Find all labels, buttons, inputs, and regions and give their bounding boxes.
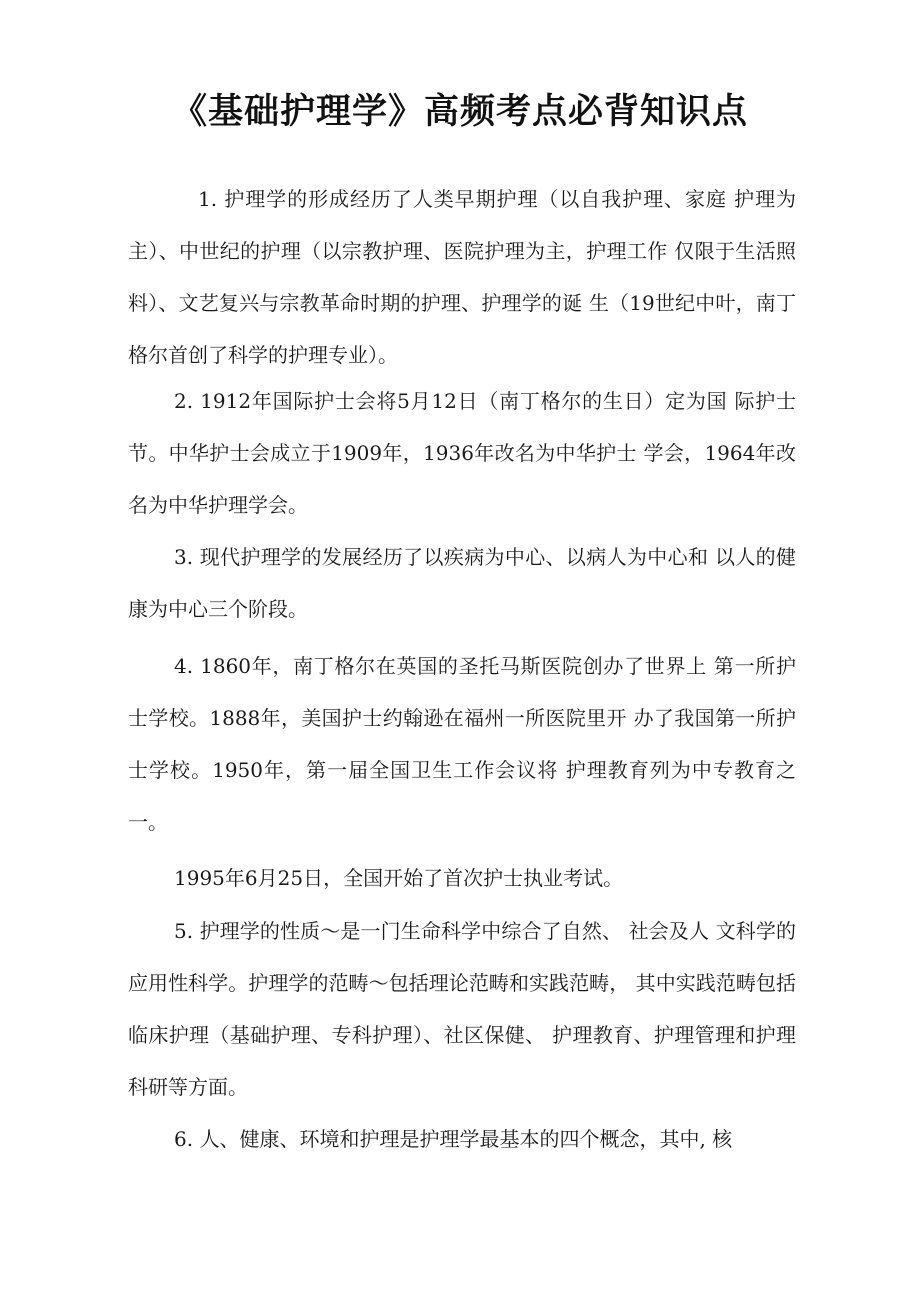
paragraph-4: 4. 1860年，南丁格尔在英国的圣托马斯医院创办了世界上 第一所护士学校。1888年，美国护士约翰逊在福州一所医院里开 办了我国第一所护士学校。1950年，第一届全国卫生工作会议将 护理教育列为中专教育之一。 bbox=[128, 654, 796, 834]
document-title: 《基础护理学》高频考点必背知识点 bbox=[171, 92, 748, 132]
paragraph-exam-date: 1995年6月25日，全国开始了首次护士执业考试。 bbox=[174, 866, 624, 890]
paragraph-1: 1. 护理学的形成经历了人类早期护理（以自我护理、家庭 护理为主）、中世纪的护理（以宗教护理、医院护理为主，护理工作 仅限于生活照料）、文艺复兴与宗教革命时期的护理、护理学的诞 生（19世纪中叶，南丁格尔首创了科学的护理专业）。 bbox=[128, 187, 796, 367]
paragraph-6: 6. 人、健康、环境和护理是护理学最基本的四个概念，其中, 核 bbox=[174, 1127, 733, 1151]
paragraph-2: 2. 1912年国际护士会将5月12日（南丁格尔的生日）定为国 际护士节。中华护士会成立于1909年，1936年改名为中华护士 学会，1964年改名为中华护理学会。 bbox=[128, 389, 796, 517]
paragraph-3: 3. 现代护理学的发展经历了以疾病为中心、以病人为中心和 以人的健康为中心三个阶段。 bbox=[128, 545, 796, 621]
paragraph-5: 5. 护理学的性质〜是一门生命科学中综合了自然、 社会及人 文科学的应用性科学。护理学的范畴〜包括理论范畴和实践范畴， 其中实践范畴包括临床护理（基础护理、专科护理）、社区保健、 护理教育、护理管理和护理科研等方面。 bbox=[128, 919, 796, 1099]
